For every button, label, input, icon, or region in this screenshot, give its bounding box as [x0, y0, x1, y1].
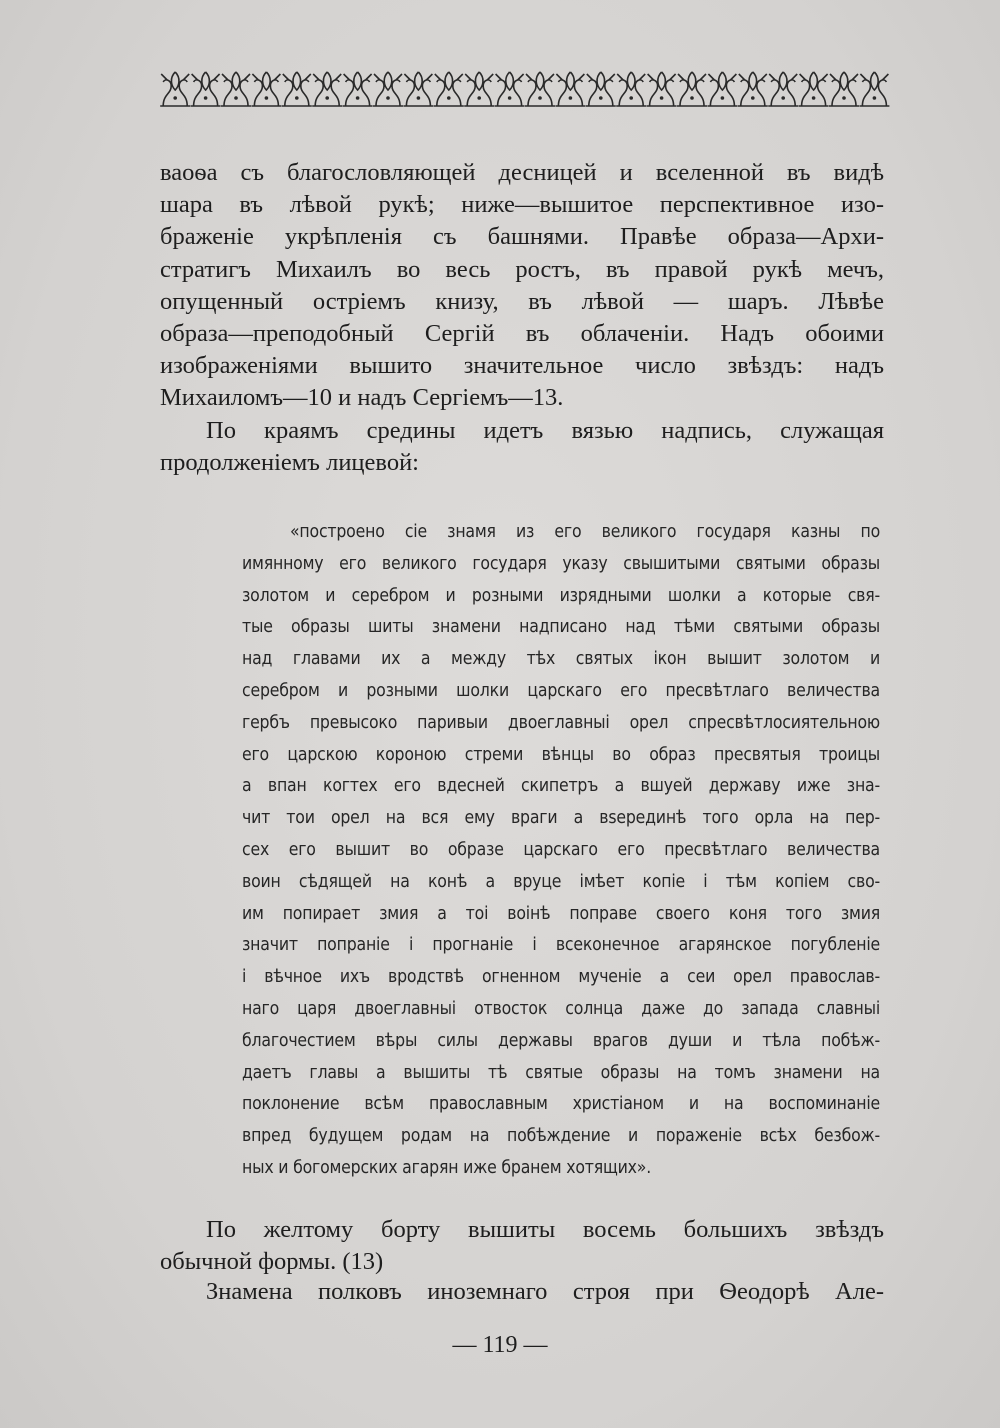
- ornament-dot: [538, 96, 542, 100]
- ornament-motif: [434, 72, 464, 106]
- ornament-dot: [447, 96, 451, 100]
- ornament-motif: [829, 72, 859, 106]
- ornament-motif: [373, 72, 403, 106]
- quote-line: і вѣчное ихъ вродствѣ огненном мученіе а сеи орел православ-: [242, 967, 880, 988]
- ornament-motif: [403, 72, 433, 106]
- page-number: — 119 —: [452, 1332, 548, 1358]
- ornament-motif: [586, 72, 616, 106]
- ornament-motif: [525, 72, 555, 106]
- ornament-dot: [751, 96, 755, 100]
- ornament-motif: [282, 72, 312, 106]
- ornament-motif: [251, 72, 281, 106]
- paragraph-regiment-banners: [160, 1276, 884, 1308]
- inscription-quote: [242, 517, 880, 1185]
- quote-line: золотом и серебром и розными изрядными шолки а которые свя-: [242, 585, 880, 606]
- quote-line: тые образы шиты знамени надписано над тѣми святыми образы: [242, 617, 880, 638]
- text-line: изображеніями вышито значительное число звѣздъ: надъ: [160, 352, 884, 380]
- ornament-motif: [799, 72, 829, 106]
- quote-line: им попирает змия а тоі воінѣ поправе своего коня того змия: [242, 903, 880, 924]
- text-line: ваоѳа съ благословляющей десницей и вселенной въ видѣ: [160, 159, 884, 186]
- quote-line: значит попраніе і прогнаніе і всеконечное агарянское погубленіе: [242, 935, 880, 956]
- ornament-dot: [690, 96, 694, 100]
- text-line: Знамена полковъ иноземнаго строя при Ѳеодорѣ Але-: [206, 1278, 884, 1305]
- ornament-dot: [265, 96, 269, 100]
- ornament-dot: [599, 96, 603, 100]
- ornament-dot: [386, 96, 390, 100]
- ornament-motif: [707, 72, 737, 106]
- ornament-dot: [812, 96, 816, 100]
- quote-line: имянному его великого государя указу свышитыми святыми образы: [242, 553, 880, 574]
- quote-line: чит тои орел на вся ему враги а вseрединѣ того орла на пер-: [242, 808, 880, 829]
- quote-line: сех его вышит во образе царскаго его пресвѣтлаго величества: [242, 839, 880, 860]
- ornament-motif: [768, 72, 798, 106]
- text-line: стратигъ Михаилъ во весь ростъ, въ правой рукѣ мечъ,: [160, 255, 884, 283]
- quote-line: даетъ главы а вышиты тѣ святые образы на томъ знамени на: [242, 1062, 880, 1083]
- quote-line: его царскою короною стреми вѣнцы во образ пресвятыя троицы: [242, 744, 880, 765]
- ornament-motif: [221, 72, 251, 106]
- quote-line: над главами их а между тѣх святых ікон вышит золотом и: [242, 649, 880, 670]
- ornament-motif: [555, 72, 585, 106]
- ornament-dot: [204, 96, 208, 100]
- ornament-dot: [325, 96, 329, 100]
- text-line: По краямъ средины идетъ вязью надпись, служащая: [206, 417, 884, 444]
- ornament-motif: [738, 72, 768, 106]
- ornament-dot: [873, 96, 877, 100]
- ornament-dot: [629, 96, 633, 100]
- ornament-dot: [781, 96, 785, 100]
- ornament-dot: [173, 96, 177, 100]
- ornament-motif: [464, 72, 494, 106]
- text-line: браженіе укрѣпленія съ башнями. Правѣе образа—Архи-: [160, 223, 884, 251]
- paragraph-inscription-intro: [160, 415, 884, 479]
- ornament-dot: [569, 96, 573, 100]
- ornament-dot: [417, 96, 421, 100]
- quote-line: наго царя двоеглавныі отвосток солнца даже до запада славныі: [242, 998, 880, 1019]
- ornament-motif: [160, 72, 190, 106]
- text-line: шара въ лѣвой рукѣ; ниже—вышитое перспективное изо-: [160, 191, 884, 219]
- quote-line: «построено сіе знамя из его великого государя казны по: [290, 522, 880, 542]
- text-line: продолженіемъ лицевой:: [160, 449, 419, 477]
- quote-line: благочестием вѣры силы державы врагов души и тѣла побѣж-: [242, 1030, 880, 1051]
- quote-line: а впан когтех его вдесней скипетръ а вшуей державу иже зна-: [242, 776, 880, 797]
- paragraph-icon-description: [160, 157, 884, 415]
- ornament-dot: [295, 96, 299, 100]
- vine-scroll-ornament-icon: [160, 66, 890, 112]
- ornament-dot: [508, 96, 512, 100]
- ornament-dot: [660, 96, 664, 100]
- ornament-motif: [647, 72, 677, 106]
- quote-line: впред будущем родам на побѣждение и пораженіе всѣх безбож-: [242, 1126, 880, 1147]
- paragraph-stars: [160, 1214, 884, 1278]
- text-line: обычной формы. (13): [160, 1248, 384, 1276]
- quote-line: ных и богомерских агарян иже бранем хотящих».: [242, 1157, 652, 1178]
- ornament-motif: [677, 72, 707, 106]
- quote-line: серебром и розными шолки царскаго его пресвѣтлаго величества: [242, 680, 880, 701]
- ornament-motif: [191, 72, 221, 106]
- ornament-dot: [356, 96, 360, 100]
- text-line: По желтому борту вышиты восемь большихъ звѣздъ: [206, 1216, 884, 1243]
- ornament-dot: [721, 96, 725, 100]
- ornament-motif: [495, 72, 525, 106]
- quote-line: поклонение всѣм православным христіаном и на воспоминаніе: [242, 1094, 880, 1115]
- ornament-motif: [343, 72, 373, 106]
- text-line: образа—преподобный Сергій въ облаченіи. Надъ обоими: [160, 319, 884, 347]
- ornament-motif: [312, 72, 342, 106]
- quote-line: воин сѣдящей на конѣ а вруце імѣет копіе і тѣм копіем сво-: [242, 871, 880, 892]
- text-line: Михаиломъ—10 и надъ Сергіемъ—13.: [160, 384, 564, 412]
- ornament-dot: [842, 96, 846, 100]
- ornament-motif: [859, 72, 889, 106]
- ornament-dot: [477, 96, 481, 100]
- quote-line: гербъ превысоко паривыи двоеглавныі орел спресвѣтлосиятельною: [242, 712, 880, 733]
- text-line: опущенный остріемъ книзу, въ лѣвой — шаръ. Лѣвѣе: [160, 287, 884, 315]
- ornament-dot: [234, 96, 238, 100]
- ornament-motif: [616, 72, 646, 106]
